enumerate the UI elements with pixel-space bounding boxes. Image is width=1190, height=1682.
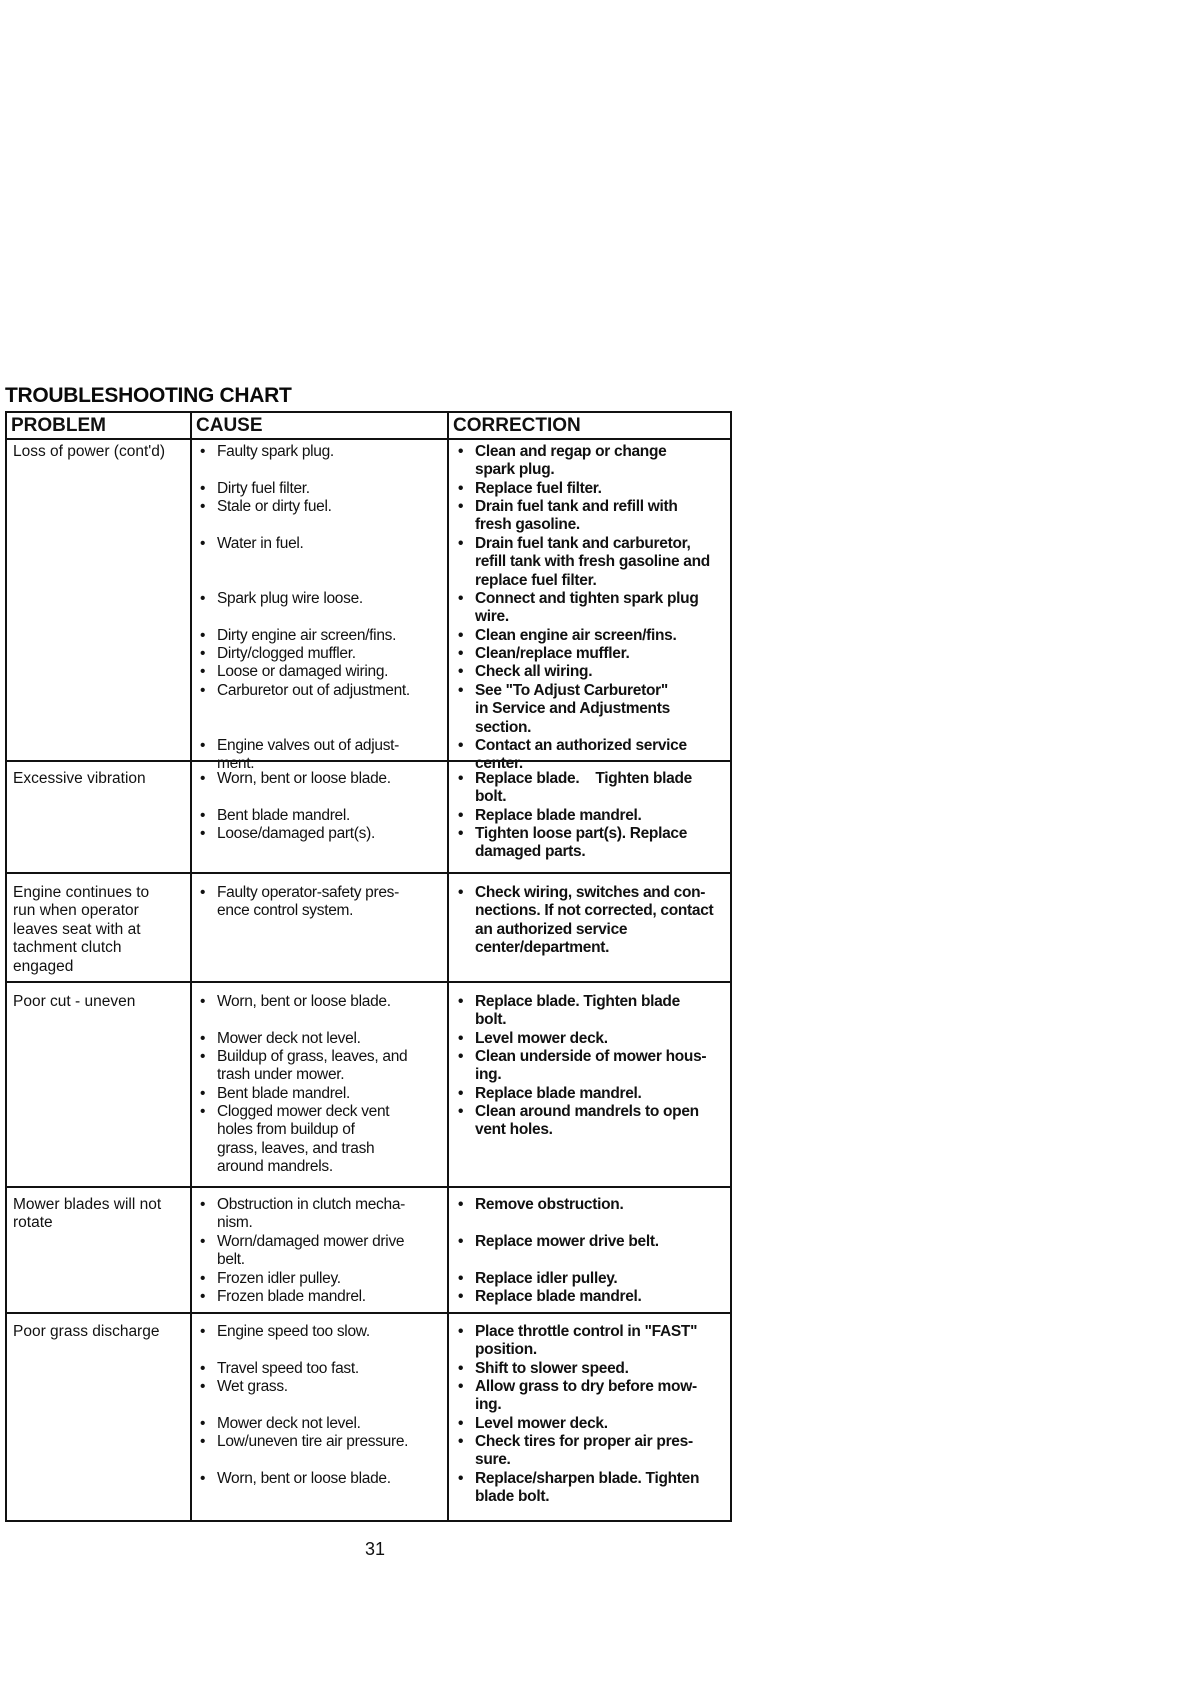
cause-item: • Faulty operator-safety pres- ence control system. [195, 884, 420, 921]
correction-item: • See "To Adjust Carburetor" in Service and Adjustments section. [453, 682, 683, 737]
page-number: 31 [364, 1539, 386, 1559]
cause-item: • Stale or dirty fuel. [195, 498, 445, 516]
cause-item: • Clogged mower deck vent holes from buildup of grass, leaves, and trash around mandrels. [195, 1103, 395, 1177]
table-row [7, 762, 730, 874]
cause-item: • Mower deck not level. [195, 1415, 445, 1433]
cause-item: • Faulty spark plug. [195, 443, 445, 461]
cause-item: • Frozen blade mandrel. [195, 1288, 445, 1306]
correction-item: • Clean engine air screen/fins. [453, 627, 729, 645]
cause-item: • Worn/damaged mower drive belt. [195, 1233, 420, 1270]
problem-cell: Excessive vibration [13, 770, 146, 787]
problem-cell: Engine continues to run when operator leaves seat with at tachment clutch engaged [13, 884, 150, 975]
correction-item: • Contact an authorized service center. [453, 737, 698, 774]
problem-cell: Poor cut - uneven [13, 993, 136, 1010]
cause-item: • Engine valves out of adjust- ment. [195, 737, 410, 774]
cause-item: • Worn, bent or loose blade. [195, 770, 445, 788]
table-row [7, 1188, 730, 1314]
cause-item: • Mower deck not level. [195, 1030, 445, 1048]
correction-item: • Replace idler pulley. [453, 1270, 729, 1288]
correction-item: • Check wiring, switches and con- nections. If not corrected, contact an authorized service center/department. [453, 884, 723, 958]
cause-item: • Loose/damaged part(s). [195, 825, 445, 843]
correction-item: • Shift to slower speed. [453, 1360, 729, 1378]
page-title: TROUBLESHOOTING CHART [5, 384, 292, 407]
correction-item: • Replace blade mandrel. [453, 1288, 729, 1306]
cause-item: • Worn, bent or loose blade. [195, 993, 445, 1011]
cause-item: • Worn, bent or loose blade. [195, 1470, 445, 1488]
problem-cell: Poor grass discharge [13, 1323, 160, 1340]
cause-item: • Frozen idler pulley. [195, 1270, 445, 1288]
correction-item: • Clean and regap or change spark plug. [453, 443, 693, 480]
cause-item: • Travel speed too fast. [195, 1360, 445, 1378]
correction-item: • Check tires for proper air pres- sure. [453, 1433, 708, 1470]
correction-item: • Replace fuel filter. [453, 480, 729, 498]
table-row [7, 1314, 730, 1520]
correction-item: • Replace mower drive belt. [453, 1233, 729, 1251]
cause-item: • Bent blade mandrel. [195, 1085, 445, 1103]
cause-item: • Dirty engine air screen/fins. [195, 627, 445, 645]
correction-item: • Allow grass to dry before mow- ing. [453, 1378, 718, 1415]
troubleshooting-table [5, 411, 732, 1522]
cause-item: • Wet grass. [195, 1378, 445, 1396]
header-problem: PROBLEM [11, 415, 106, 436]
cause-item: • Dirty fuel filter. [195, 480, 445, 498]
table-row [7, 440, 730, 773]
correction-item: • Replace blade mandrel. [453, 1085, 729, 1103]
correction-item: • Level mower deck. [453, 1030, 729, 1048]
cause-item: • Water in fuel. [195, 535, 445, 553]
cause-item: • Bent blade mandrel. [195, 807, 445, 825]
correction-item: • Check all wiring. [453, 663, 729, 681]
cause-item: • Low/uneven tire air pressure. [195, 1433, 445, 1451]
problem-cell: Loss of power (cont'd) [13, 443, 166, 460]
header-cause: CAUSE [196, 415, 263, 436]
problem-cell: Mower blades will not rotate [13, 1196, 162, 1232]
table-row [7, 983, 730, 1188]
cause-item: • Spark plug wire loose. [195, 590, 445, 608]
correction-item: • Connect and tighten spark plug wire. [453, 590, 718, 627]
cause-item: • Carburetor out of adjustment. [195, 682, 445, 700]
correction-item: • Tighten loose part(s). Replace damaged parts. [453, 825, 698, 862]
correction-item: • Replace blade. Tighten blade bolt. [453, 770, 703, 807]
correction-item: • Replace blade mandrel. [453, 807, 729, 825]
cause-item: • Loose or damaged wiring. [195, 663, 445, 681]
cause-item: • Buildup of grass, leaves, and trash under mower. [195, 1048, 430, 1085]
correction-item: • Drain fuel tank and refill with fresh gasoline. [453, 498, 698, 535]
correction-item: • Remove obstruction. [453, 1196, 729, 1214]
correction-item: • Drain fuel tank and carburetor, refill tank with fresh gasoline and replace fuel filter. [453, 535, 723, 590]
table-header-row [7, 413, 730, 440]
correction-item: • Clean around mandrels to open vent holes. [453, 1103, 708, 1140]
cause-item: • Engine speed too slow. [195, 1323, 445, 1341]
correction-item: • Replace/sharpen blade. Tighten blade bolt. [453, 1470, 715, 1507]
header-correction: CORRECTION [453, 415, 581, 436]
correction-item: • Clean/replace muffler. [453, 645, 729, 663]
table-row [7, 874, 730, 983]
cause-item: • Dirty/clogged muffler. [195, 645, 445, 663]
correction-item: • Place throttle control in "FAST" position. [453, 1323, 708, 1360]
correction-item: • Clean underside of mower hous- ing. [453, 1048, 718, 1085]
correction-item: • Replace blade. Tighten blade bolt. [453, 993, 693, 1030]
cause-item: • Obstruction in clutch mecha- nism. [195, 1196, 430, 1233]
correction-item: • Level mower deck. [453, 1415, 729, 1433]
